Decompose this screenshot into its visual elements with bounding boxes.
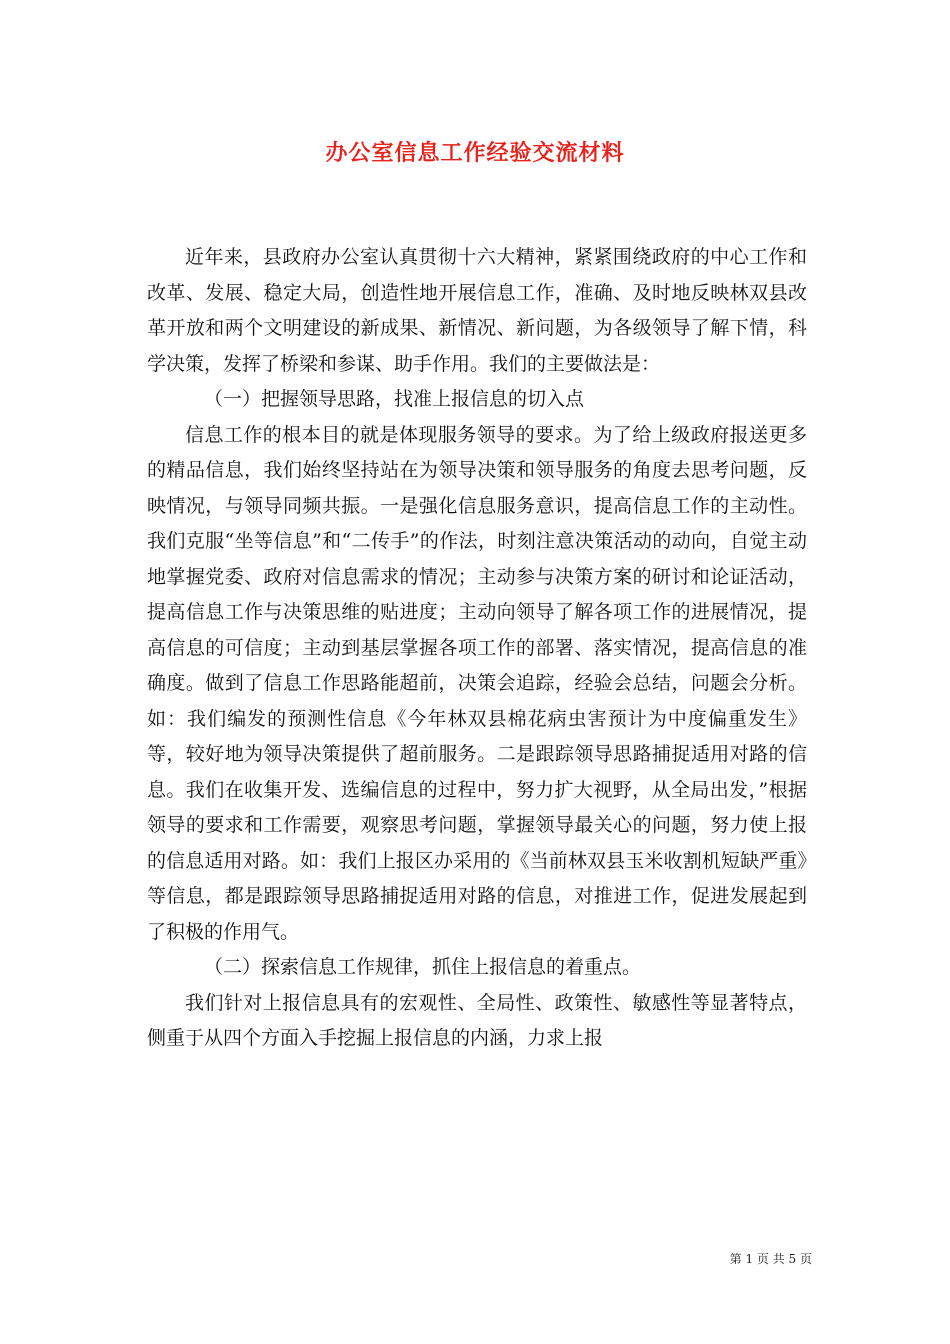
paragraph-section-1: 信息工作的根本目的就是体现服务领导的要求。为了给上级政府报送更多的精品信息，我们始终坚持站在为领导决策和领导服务的角度去思考问题，反映情况，与领导同频共振。一是强化信息服务意识，提高信息工作的主动性。我们克服“坐等信息”和“二传手”的作法，时刻注意决策活动的动向，自觉主动地掌握党委、政府对信息需求的情况；主动参与决策方案的研讨和论证活动，提高信息工作与决策思维的贴进度；主动向领导了解各项工作的进展情况，提高信息的可信度；主动到基层掌握各项工作的部署、落实情况，提高信息的准确度。做到了信息工作思路能超前，决策会追踪，经验会总结，问题会分析。如：我们编发的预测性信息《今年林双县棉花病虫害预计为中度偏重发生》等，较好地为领导决策提供了超前服务。二是跟踪领导思路捕捉适用对路的信息。我们在收集开发、选编信息的过程中，努力扩大视野，从全局出发，”根据领导的要求和工作需要，观察思考问题，掌握领导最关心的问题，努力使上报的信息适用对路。如：我们上报区办采用的《当前林双县玉米收割机短缺严重》等信息，都是跟踪领导思路捕捉适用对路的信息，对推进工作，促进发展起到了积极的作用气。 — [147, 423, 807, 943]
section-heading-1: （一）把握领导思路，找准上报信息的切入点 — [204, 388, 585, 410]
paragraph-section-2: 我们针对上报信息具有的宏观性、全局性、政策性、敏感性等显著特点，侧重于从四个方面入手挖掘上报信息的内涵，力求上报 — [147, 991, 807, 1049]
document-title: 办公室信息工作经验交流材料 — [325, 140, 625, 166]
document-body — [147, 240, 807, 1057]
section-heading-2: （二）探索信息工作规律，抓住上报信息的着重点。 — [204, 956, 642, 978]
page-number-footer: 第 1 页 共 5 页 — [729, 1252, 812, 1266]
paragraph-intro: 近年来，县政府办公室认真贯彻十六大精神，紧紧围绕政府的中心工作和改革、发展、稳定大局，创造性地开展信息工作，准确、及时地反映林双县改革开放和两个文明建设的新成果、新情况、新问题，为各级领导了解下情，科学决策，发挥了桥梁和参谋、助手作用。我们的主要做法是： — [147, 246, 807, 375]
